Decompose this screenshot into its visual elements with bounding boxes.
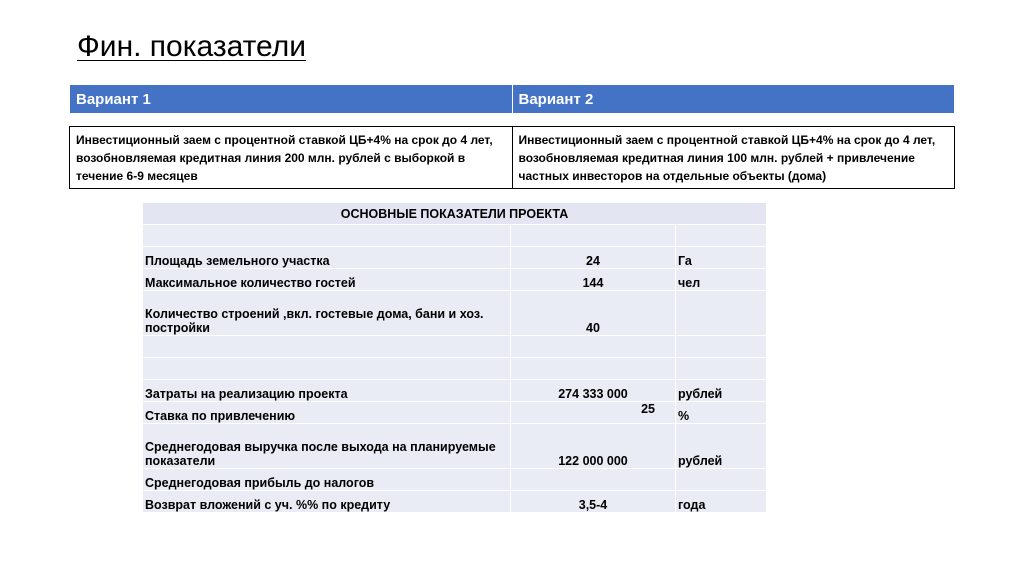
- table-row: [143, 358, 767, 380]
- metric-value: [511, 358, 676, 380]
- metric-value: 122 000 000: [511, 424, 676, 469]
- metric-unit: [676, 225, 767, 247]
- metric-value: [511, 225, 676, 247]
- metric-value: 25: [511, 402, 676, 424]
- table-row: [143, 469, 767, 491]
- variant-1-description: Инвестиционный заем с процентной ставкой ЦБ+4% на срок до 4 лет, возобновляемая кредитная линия 200 млн. рублей с выборкой в течение 6-9 месяцев: [76, 133, 493, 183]
- metric-unit: [676, 336, 767, 358]
- metric-value: 24: [511, 247, 676, 269]
- variant-2-description: Инвестиционный заем с процентной ставкой ЦБ+4% на срок до 4 лет, возобновляемая кредитная линия 100 млн. рублей + привлечение частных инвесторов на отдельные объекты (дома): [512, 127, 955, 188]
- metric-unit: %: [676, 402, 767, 424]
- variant-1-header: Вариант 1: [76, 90, 151, 108]
- metric-value: 3,5-4: [511, 491, 676, 513]
- metrics-title-row: [143, 203, 767, 225]
- metric-label: Максимальное количество гостей: [143, 269, 511, 291]
- table-row: [143, 225, 767, 247]
- metric-label: Количество строений ,вкл. гостевые дома, бани и хоз. постройки: [143, 291, 511, 336]
- table-row: [143, 424, 767, 469]
- table-row: [143, 380, 767, 402]
- metric-label: [143, 225, 511, 247]
- metric-unit: года: [676, 491, 767, 513]
- metric-unit: [676, 291, 767, 336]
- table-row: [143, 402, 767, 424]
- metric-value: 274 333 000: [511, 380, 676, 402]
- variants-description-row: [69, 126, 955, 189]
- metric-unit: [676, 358, 767, 380]
- metric-unit: рублей: [676, 424, 767, 469]
- table-row: [143, 247, 767, 269]
- metric-label: Возврат вложений с уч. %% по кредиту: [143, 491, 511, 513]
- metric-unit: [676, 469, 767, 491]
- variant-2-header: Вариант 2: [512, 85, 955, 113]
- table-row: [143, 291, 767, 336]
- metric-unit: чел: [676, 269, 767, 291]
- metric-label: Площадь земельного участка: [143, 247, 511, 269]
- table-row: [143, 336, 767, 358]
- metric-value: 40: [511, 291, 676, 336]
- project-metrics-table: [142, 202, 767, 513]
- metric-unit: рублей: [676, 380, 767, 402]
- metric-value: [511, 336, 676, 358]
- metric-label: [143, 336, 511, 358]
- metric-value: 144: [511, 269, 676, 291]
- metric-label: Затраты на реализацию проекта: [143, 380, 511, 402]
- table-row: [143, 491, 767, 513]
- metric-label: Ставка по привлечению: [143, 402, 511, 424]
- variants-header-row: [69, 84, 955, 114]
- metric-label: Среднегодовая прибыль до налогов: [143, 469, 511, 491]
- metrics-title: ОСНОВНЫЕ ПОКАЗАТЕЛИ ПРОЕКТА: [143, 203, 767, 225]
- metric-value: [511, 469, 676, 491]
- metric-label: [143, 358, 511, 380]
- metric-unit: Га: [676, 247, 767, 269]
- metric-label: Среднегодовая выручка после выхода на планируемые показатели: [143, 424, 511, 469]
- table-row: [143, 269, 767, 291]
- slide-title: Фин. показатели: [77, 30, 306, 63]
